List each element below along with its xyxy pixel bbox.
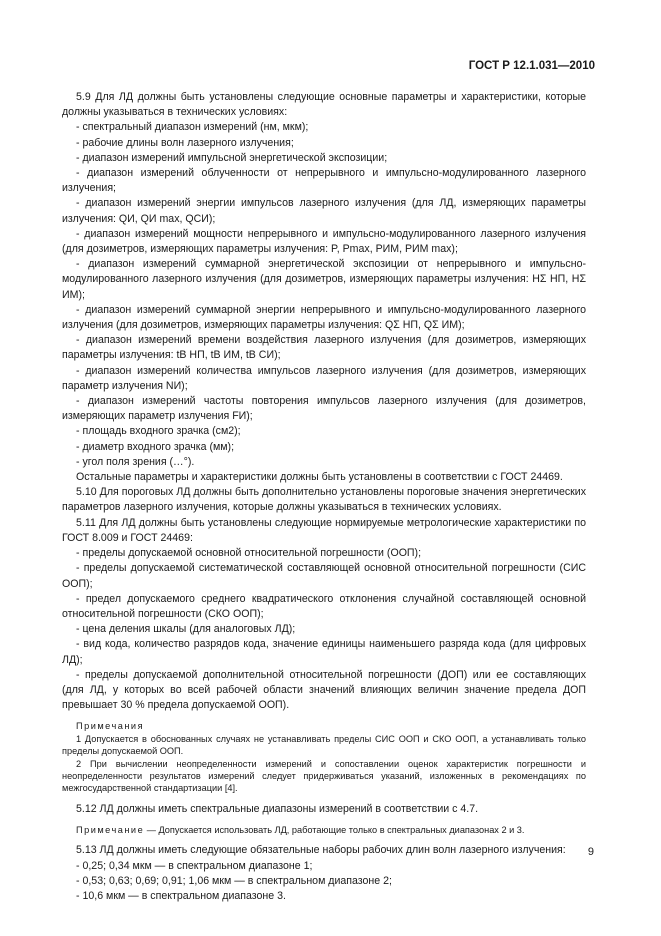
page-number: 9 [587, 846, 594, 858]
list-item: - 0,25; 0,34 мкм — в спектральном диапазоне 1; [76, 859, 313, 872]
list-item: - 10,6 мкм — в спектральном диапазоне 3. [76, 889, 286, 902]
notes-block [62, 720, 586, 794]
list-item: - диапазон измерений суммарной энергетической экспозиции от непрерывного и импульсно-модулированного лазерного излучения (для дозиметров, измеряющих параметры излучения: HΣ НП, HΣ ИМ); [62, 258, 586, 301]
list-item: - площадь входного зрачка (см2); [76, 425, 241, 438]
list-item: - диаметр входного зрачка (мм); [76, 440, 235, 453]
list-item: - диапазон измерений облученности от непрерывного и импульсно-модулированного лазерного излучения; [62, 167, 586, 195]
paragraph-5-11: 5.11 Для ЛД должны быть установлены следующие нормируемые метрологические характеристики по ГОСТ 8.009 и ГОСТ 24469: [62, 516, 586, 544]
list-item: - диапазон измерений суммарной энергии непрерывного и импульсно-модулированного лазерного излучения (для дозиметров, измеряющих параметры излучения: QΣ НП, QΣ ИМ); [62, 303, 586, 332]
list-item: - 0,53; 0,63; 0,69; 0,91; 1,06 мкм — в спектральном диапазоне 2; [76, 874, 392, 887]
list-item: - пределы допускаемой систематической составляющей основной относительной погрешности (СИС ООП); [62, 562, 586, 590]
list-item: - диапазон измерений мощности непрерывного и импульсно-модулированного лазерного излучения (для дозиметров, измеряющих параметры излучения: P, Pmax, PИМ, PИМ max); [62, 227, 586, 256]
list-item: - пределы допускаемой дополнительной относительной погрешности (ДОП) или ее составляющих (для ЛД, у которых во всей рабочей области значений влияющих величин значение предела ДОП превышает 30 % предела допускаемой ООП). [62, 668, 586, 712]
list-item: - пределы допускаемой основной относительной погрешности (ООП); [76, 547, 422, 560]
note-item: 2 При вычислении неопределенности измерений и сопоставлении оценок характеристик погрешности и неопределенности результатов измерений следует придерживаться указаний, изложенных в рекомендациях по межгосударственной стандартизации [4]. [62, 758, 586, 794]
paragraph-5-12: 5.12 ЛД должны иметь спектральные диапазоны измерений в соответствии с 4.7. [76, 802, 479, 815]
document-header: ГОСТ Р 12.1.031—2010 [468, 60, 595, 72]
paragraph-5-10: 5.10 Для пороговых ЛД должны быть дополнительно установлены пороговые значения энергетических параметров лазерного излучения, которые должны указываться в технических условиях. [62, 486, 586, 514]
note-single-text: — Допускается использовать ЛД, работающие только в спектральных диапазонах 2 и 3. [144, 824, 525, 835]
list-item: - диапазон измерений энергии импульсов лазерного излучения (для ЛД, измеряющих параметры излучения: QИ, QИ max, QСИ); [62, 197, 586, 225]
document-body [62, 90, 586, 904]
list-item: - предел допускаемого среднего квадратического отклонения случайной составляющей основной относительной погрешности (СКО ООП); [62, 592, 586, 620]
paragraph-other-params: Остальные параметры и характеристики должны быть установлены в соответствии с ГОСТ 24469. [76, 471, 563, 484]
list-item: - вид кода, количество разрядов кода, значение единицы наименьшего разряда кода (для цифровых ЛД); [62, 638, 586, 666]
list-item: - диапазон измерений частоты повторения импульсов лазерного излучения (для дозиметров, измеряющих параметр излучения FИ); [62, 395, 586, 423]
list-item: - диапазон измерений времени воздействия лазерного излучения (для дозиметров, измеряющих параметры излучения: tВ НП, tВ ИМ, tВ СИ); [62, 334, 586, 362]
list-item: - диапазон измерений количества импульсов лазерного излучения (для дозиметров, измеряющих параметр излучения NИ); [62, 364, 586, 392]
notes-title: Примечания [76, 721, 145, 732]
paragraph-5-13: 5.13 ЛД должны иметь следующие обязательные наборы рабочих длин волн лазерного излучения: [76, 844, 566, 857]
note-item: 1 Допускается в обоснованных случаях не устанавливать пределы СИС ООП и СКО ООП, а устанавливать только пределы допускаемой ООП. [62, 733, 586, 757]
note-single-title: Примечание [76, 824, 145, 835]
note-single [62, 824, 586, 836]
list-item: - цена деления шкалы (для аналоговых ЛД); [76, 623, 296, 636]
paragraph-5-9: 5.9 Для ЛД должны быть установлены следующие основные параметры и характеристики, которые должны указываться в технических условиях: [62, 91, 586, 119]
list-item: - угол поля зрения (…°). [76, 455, 195, 468]
list-item: - диапазон измерений импульсной энергетической экспозиции; [76, 151, 388, 164]
list-item: - рабочие длины волн лазерного излучения; [76, 136, 294, 149]
list-item: - спектральный диапазон измерений (нм, мкм); [76, 121, 309, 134]
